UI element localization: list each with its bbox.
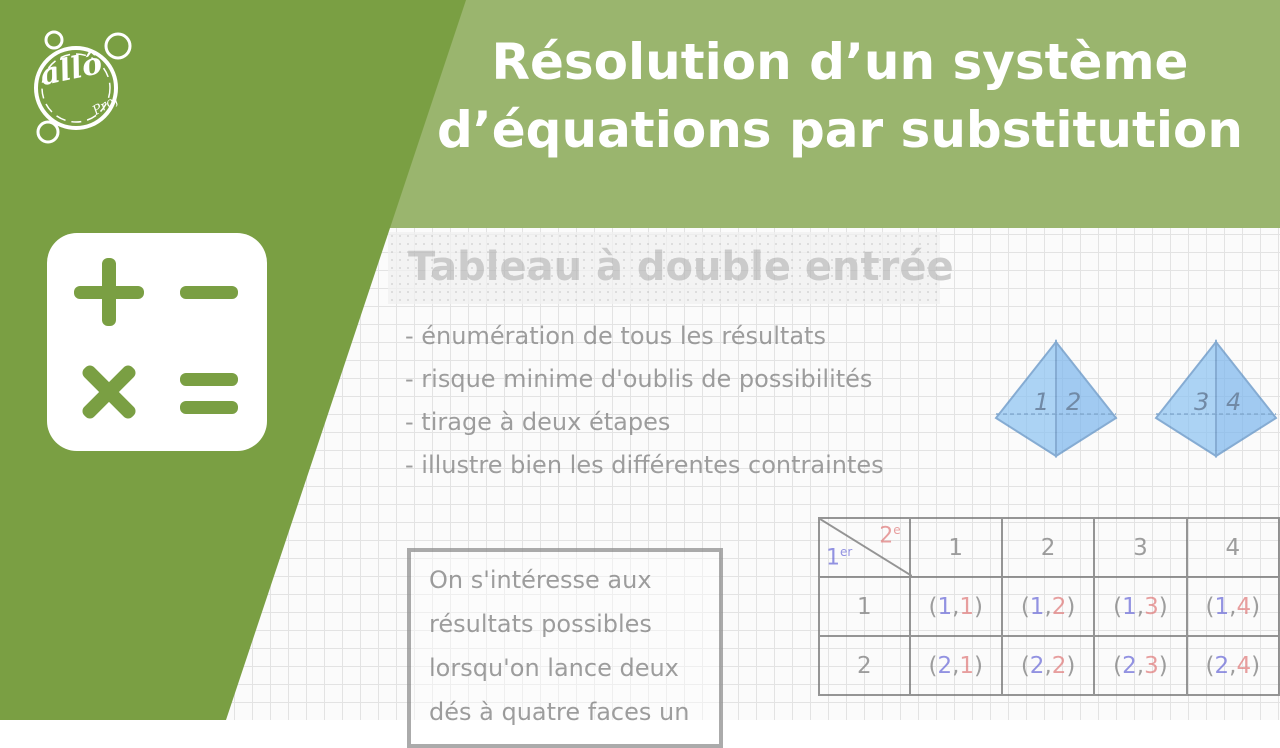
table-cell: (2,3) <box>1094 636 1186 695</box>
table-cell: (1,3) <box>1094 577 1186 636</box>
multiply-icon <box>61 344 157 440</box>
table-cell: (1,1) <box>910 577 1002 636</box>
lesson-heading-text: Tableau à double entrée <box>408 244 954 290</box>
corner-col-label: 2e <box>879 523 901 549</box>
page-title <box>400 28 1280 164</box>
note-line: résultats possibles <box>429 610 652 638</box>
column-header: 1 <box>910 518 1002 577</box>
corner-row-label: 1er <box>826 544 853 570</box>
minus-icon <box>180 286 238 299</box>
die-label: 1 <box>1034 388 1050 416</box>
title-line: d’équations par substitution <box>436 101 1243 159</box>
bullet-item: - illustre bien les différentes contraintes <box>405 451 884 479</box>
column-header: 4 <box>1187 518 1279 577</box>
die-label: 4 <box>1226 388 1242 416</box>
bullet-item: - énumération de tous les résultats <box>405 322 826 350</box>
column-header: 3 <box>1094 518 1186 577</box>
equals-icon <box>180 373 238 386</box>
logo-subtext: Prof <box>90 92 122 119</box>
row-header: 2 <box>819 636 910 695</box>
column-header: 2 <box>1002 518 1094 577</box>
title-line: Résolution d’un système <box>491 33 1189 91</box>
bullet-item: - risque minime d'oublis de possibilités <box>405 365 873 393</box>
note-line: dés à quatre faces un <box>429 698 690 726</box>
row-header: 1 <box>819 577 910 636</box>
math-operators-icon <box>47 233 267 451</box>
bullet-item: - tirage à deux étapes <box>405 408 671 436</box>
table-cell: (2,4) <box>1187 636 1279 695</box>
die-label: 2 <box>1066 388 1082 416</box>
table-cell: (2,1) <box>910 636 1002 695</box>
table-cell: (1,4) <box>1187 577 1279 636</box>
note-line: lorsqu'on lance deux <box>429 654 679 682</box>
note-line: On s'intéresse aux <box>429 566 652 594</box>
table-cell: (1,2) <box>1002 577 1094 636</box>
die-label: 3 <box>1194 388 1210 416</box>
table-cell: (2,2) <box>1002 636 1094 695</box>
logo-wordmark: allô <box>37 45 106 94</box>
